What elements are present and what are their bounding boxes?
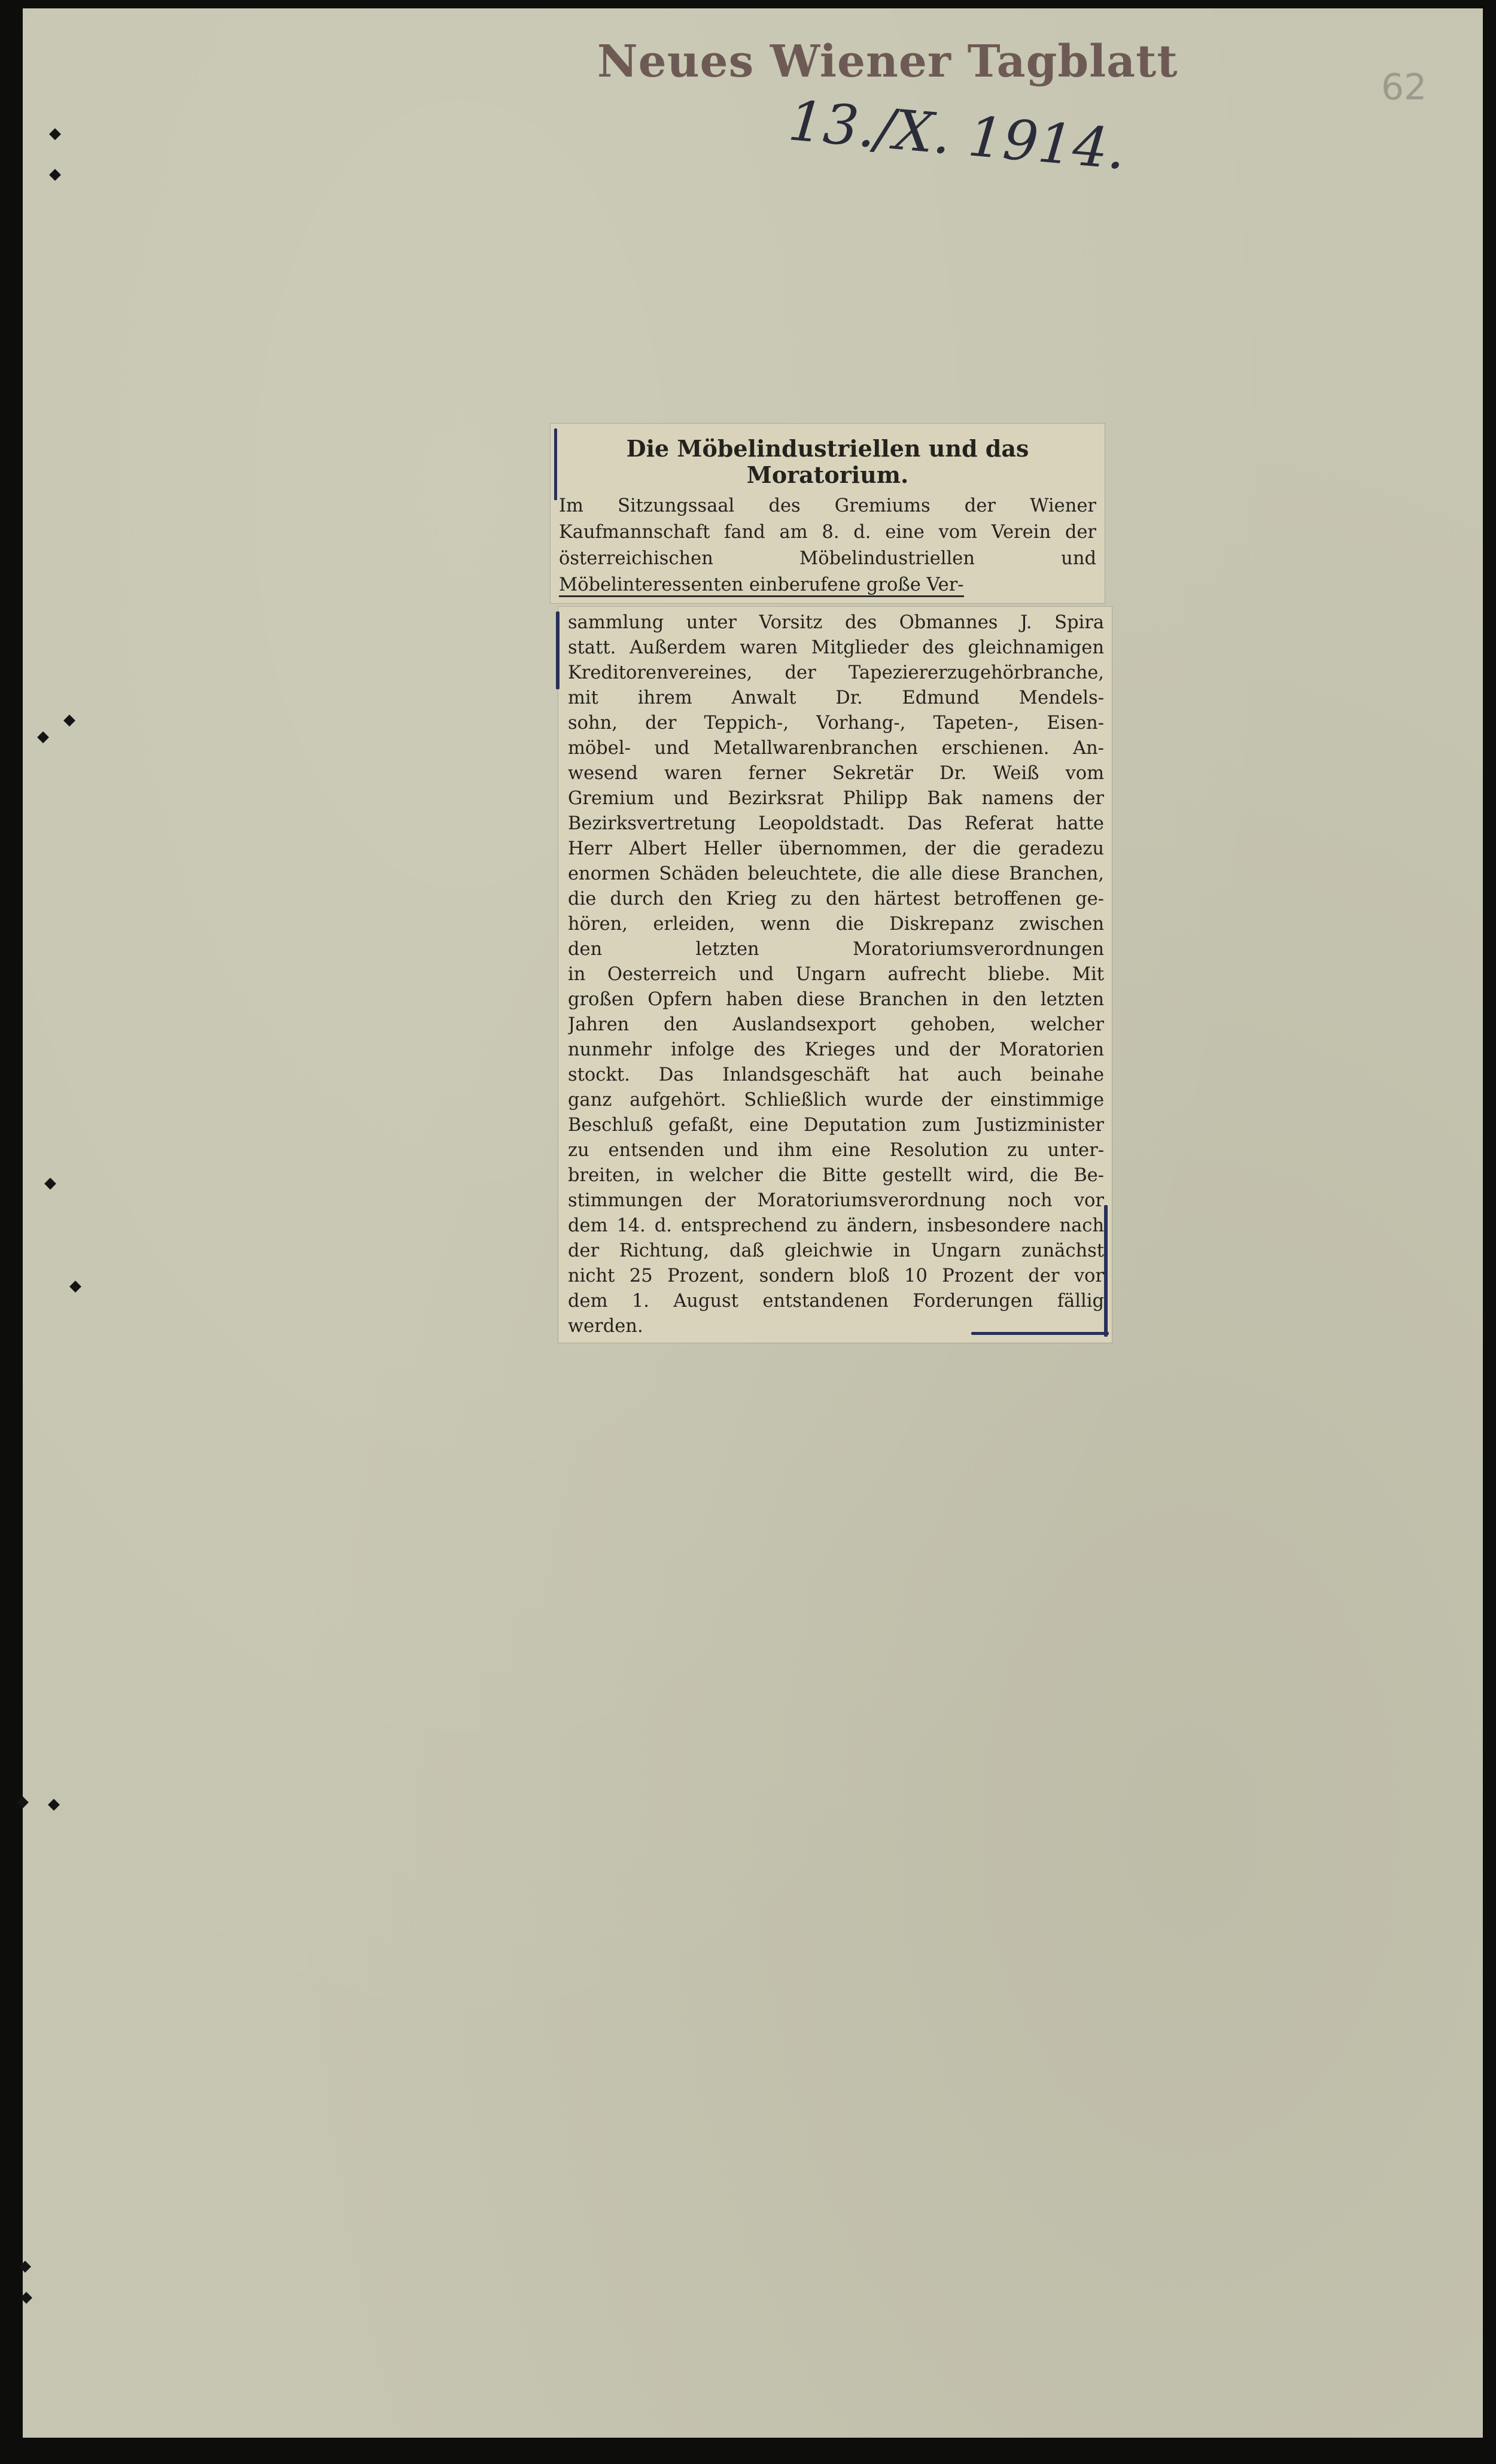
archive-sheet bbox=[17, 8, 1483, 2438]
body-line: hören, erleiden, wenn die Diskrepanz zwischen bbox=[568, 914, 1104, 935]
punch-hole-mark: ◆ bbox=[37, 728, 49, 746]
punch-hole-mark: ◆ bbox=[69, 1277, 81, 1295]
body-line: Beschluß gefaßt, eine Deputation zum Justizminister bbox=[568, 1115, 1104, 1136]
body-line: Jahren den Auslandsexport gehoben, welcher bbox=[568, 1014, 1104, 1035]
body-line: den letzten Moratoriumsverordnungen bbox=[568, 939, 1104, 960]
newspaper-clipping-headline bbox=[551, 424, 1105, 603]
blue-pencil-mark bbox=[1104, 1205, 1108, 1337]
punch-hole-mark: ◆ bbox=[20, 2288, 32, 2306]
body-line: mit ihrem Anwalt Dr. Edmund Mendels- bbox=[568, 688, 1104, 708]
body-line: in Oesterreich und Ungarn aufrecht bliebe. Mit bbox=[568, 964, 1104, 985]
body-line: ganz aufgehört. Schließlich wurde der einstimmige bbox=[568, 1090, 1104, 1111]
body-line: breiten, in welcher die Bitte gestellt wird, die Be- bbox=[568, 1165, 1104, 1186]
body-line: Gremium und Bezirksrat Philipp Bak namens der bbox=[568, 788, 1104, 809]
punch-hole-mark: ◆ bbox=[19, 2257, 31, 2275]
body-line: dem 14. d. entsprechend zu ändern, insbesondere nach bbox=[568, 1215, 1104, 1236]
body-line: nunmehr infolge des Krieges und der Moratorien bbox=[568, 1039, 1104, 1060]
headline-line: Die Möbelindustriellen und das bbox=[626, 436, 1029, 462]
lead-line: Möbelinteressenten einberufene große Ver- bbox=[559, 572, 1096, 598]
body-line: stockt. Das Inlandsgeschäft hat auch beinahe bbox=[568, 1064, 1104, 1085]
blue-pencil-mark bbox=[556, 612, 560, 689]
body-line: sohn, der Teppich-, Vorhang-, Tapeten-, Eisen- bbox=[568, 713, 1104, 734]
body-line: der Richtung, daß gleichwie in Ungarn zunächst bbox=[568, 1240, 1104, 1261]
punch-hole-mark: ◆ bbox=[63, 711, 75, 729]
lead-line: österreichischen Möbelindustriellen und bbox=[559, 548, 1096, 569]
newspaper-masthead-stamp: Neues Wiener Tagblatt bbox=[597, 36, 1178, 87]
archive-page-number: 62 bbox=[1381, 66, 1427, 108]
handwritten-date: 13./X. 1914. bbox=[786, 89, 1129, 182]
punch-hole-mark: ◆ bbox=[44, 1174, 56, 1192]
body-line: enormen Schäden beleuchtete, die alle diese Branchen, bbox=[568, 863, 1104, 884]
body-last-line: werden. bbox=[568, 1316, 643, 1337]
blue-pencil-mark bbox=[971, 1332, 1109, 1335]
body-line: Bezirksvertretung Leopoldstadt. Das Referat hatte bbox=[568, 813, 1104, 834]
body-line: stimmungen der Moratoriumsverordnung noch vor bbox=[568, 1190, 1104, 1211]
body-line: großen Opfern haben diese Branchen in den letzten bbox=[568, 989, 1104, 1010]
punch-hole-mark: ◆ bbox=[49, 165, 61, 183]
body-line: dem 1. August entstandenen Forderungen fällig bbox=[568, 1291, 1104, 1312]
punch-hole-mark: ◆ bbox=[49, 124, 61, 142]
body-line: statt. Außerdem waren Mitglieder des gleichnamigen bbox=[568, 637, 1104, 658]
lead-line: Im Sitzungssaal des Gremiums der Wiener bbox=[559, 495, 1096, 516]
punch-hole-mark: ◆ bbox=[48, 1795, 60, 1813]
newspaper-clipping-body bbox=[558, 607, 1112, 1343]
article-headline bbox=[551, 436, 1105, 488]
body-line: Herr Albert Heller übernommen, der die geradezu bbox=[568, 838, 1104, 859]
article-body bbox=[568, 610, 1104, 1339]
body-line: sammlung unter Vorsitz des Obmannes J. Spira bbox=[568, 612, 1104, 633]
article-lead bbox=[559, 493, 1096, 598]
body-line: wesend waren ferner Sekretär Dr. Weiß vom bbox=[568, 763, 1104, 784]
body-line: Kreditorenvereines, der Tapeziererzugehörbranche, bbox=[568, 662, 1104, 683]
blue-pencil-mark bbox=[554, 428, 557, 500]
body-line: zu entsenden und ihm eine Resolution zu unter- bbox=[568, 1140, 1104, 1161]
body-line: die durch den Krieg zu den härtest betroffenen ge- bbox=[568, 889, 1104, 909]
body-line: nicht 25 Prozent, sondern bloß 10 Prozent der vor bbox=[568, 1266, 1104, 1286]
headline-line: Moratorium. bbox=[746, 461, 909, 488]
lead-line: Kaufmannschaft fand am 8. d. eine vom Verein der bbox=[559, 522, 1096, 543]
body-line: möbel- und Metallwarenbranchen erschienen. An- bbox=[568, 738, 1104, 759]
punch-hole-mark: ◆ bbox=[17, 1793, 29, 1811]
